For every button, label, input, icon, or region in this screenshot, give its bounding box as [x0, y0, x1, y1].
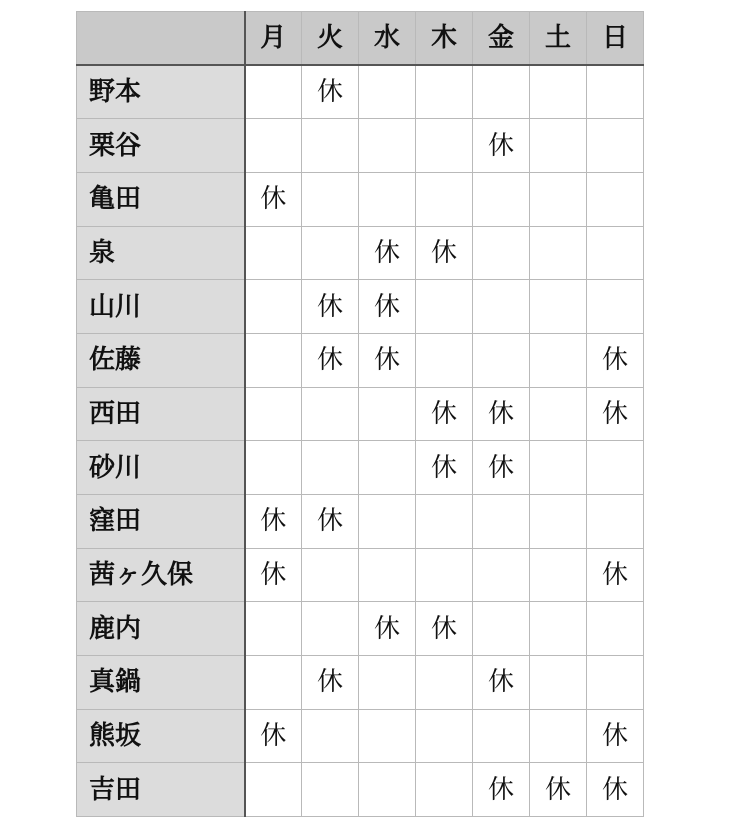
- schedule-cell: 休: [359, 602, 416, 656]
- schedule-cell: [245, 441, 302, 495]
- schedule-cell: [359, 656, 416, 710]
- schedule-cell: [416, 280, 473, 334]
- schedule-cell: [302, 548, 359, 602]
- employee-name: 砂川: [77, 441, 245, 495]
- schedule-cell: [473, 226, 530, 280]
- schedule-cell: [359, 548, 416, 602]
- schedule-cell: [245, 602, 302, 656]
- schedule-cell: 休: [587, 709, 644, 763]
- employee-name: 泉: [77, 226, 245, 280]
- schedule-cell: 休: [473, 387, 530, 441]
- schedule-cell: [473, 172, 530, 226]
- table-row: [77, 226, 644, 280]
- table-row: [77, 387, 644, 441]
- schedule-cell: [359, 387, 416, 441]
- schedule-cell: [473, 65, 530, 119]
- employee-name: 熊坂: [77, 709, 245, 763]
- schedule-cell: [473, 333, 530, 387]
- schedule-cell: [302, 441, 359, 495]
- schedule-cell: [302, 387, 359, 441]
- schedule-cell: [530, 172, 587, 226]
- schedule-cell: 休: [359, 280, 416, 334]
- schedule-cell: 休: [473, 119, 530, 173]
- schedule-cell: 休: [587, 548, 644, 602]
- employee-name: 吉田: [77, 763, 245, 817]
- day-header-mon: 月: [245, 12, 302, 66]
- schedule-cell: [416, 119, 473, 173]
- employee-name: 西田: [77, 387, 245, 441]
- schedule-cell: [302, 119, 359, 173]
- employee-name: 山川: [77, 280, 245, 334]
- schedule-cell: 休: [587, 763, 644, 817]
- schedule-cell: [416, 172, 473, 226]
- schedule-cell: 休: [245, 172, 302, 226]
- schedule-cell: [416, 709, 473, 763]
- employee-name: 茜ヶ久保: [77, 548, 245, 602]
- table-row: [77, 656, 644, 710]
- schedule-cell: [359, 495, 416, 549]
- table-row: [77, 333, 644, 387]
- schedule-cell: [587, 656, 644, 710]
- schedule-cell: 休: [416, 602, 473, 656]
- schedule-cell: [359, 65, 416, 119]
- schedule-cell: [245, 387, 302, 441]
- schedule-cell: [530, 226, 587, 280]
- schedule-cell: [530, 548, 587, 602]
- table-row: [77, 65, 644, 119]
- schedule-cell: [302, 602, 359, 656]
- schedule-cell: [530, 280, 587, 334]
- schedule-cell: [416, 656, 473, 710]
- schedule-cell: [359, 763, 416, 817]
- schedule-cell: 休: [587, 333, 644, 387]
- employee-name: 亀田: [77, 172, 245, 226]
- schedule-cell: [530, 602, 587, 656]
- schedule-cell: 休: [302, 333, 359, 387]
- schedule-cell: [245, 226, 302, 280]
- schedule-cell: [302, 709, 359, 763]
- employee-name: 佐藤: [77, 333, 245, 387]
- schedule-cell: 休: [302, 656, 359, 710]
- schedule-cell: [416, 548, 473, 602]
- table-row: [77, 602, 644, 656]
- day-header-sat: 土: [530, 12, 587, 66]
- schedule-cell: [530, 709, 587, 763]
- schedule-cell: 休: [416, 387, 473, 441]
- day-header-thu: 木: [416, 12, 473, 66]
- schedule-cell: 休: [416, 226, 473, 280]
- schedule-cell: 休: [530, 763, 587, 817]
- schedule-cell: [473, 602, 530, 656]
- table-row: [77, 495, 644, 549]
- schedule-cell: [530, 387, 587, 441]
- schedule-cell: [302, 763, 359, 817]
- schedule-cell: [473, 495, 530, 549]
- schedule-cell: 休: [359, 226, 416, 280]
- schedule-cell: [587, 441, 644, 495]
- header-row: [77, 12, 644, 66]
- schedule-cell: [359, 119, 416, 173]
- schedule-cell: [587, 602, 644, 656]
- schedule-cell: [587, 495, 644, 549]
- schedule-cell: [302, 226, 359, 280]
- schedule-cell: [473, 709, 530, 763]
- table-row: [77, 172, 644, 226]
- schedule-cell: [359, 172, 416, 226]
- schedule-cell: [416, 763, 473, 817]
- schedule-cell: [245, 280, 302, 334]
- schedule-cell: [245, 333, 302, 387]
- schedule-cell: 休: [302, 495, 359, 549]
- schedule-cell: [302, 172, 359, 226]
- schedule-cell: 休: [245, 548, 302, 602]
- schedule-cell: 休: [587, 387, 644, 441]
- schedule-cell: [587, 65, 644, 119]
- schedule-cell: 休: [473, 656, 530, 710]
- schedule-body: [77, 65, 644, 817]
- table-row: [77, 709, 644, 763]
- day-header-fri: 金: [473, 12, 530, 66]
- employee-name: 鹿内: [77, 602, 245, 656]
- corner-cell: [77, 12, 245, 66]
- table-row: [77, 280, 644, 334]
- schedule-cell: [473, 280, 530, 334]
- day-header-wed: 水: [359, 12, 416, 66]
- schedule-cell: [245, 65, 302, 119]
- schedule-cell: [359, 709, 416, 763]
- schedule-cell: 休: [359, 333, 416, 387]
- schedule-cell: [416, 495, 473, 549]
- schedule-cell: [245, 119, 302, 173]
- schedule-cell: [587, 119, 644, 173]
- table-row: [77, 441, 644, 495]
- schedule-cell: 休: [245, 709, 302, 763]
- schedule-cell: [587, 226, 644, 280]
- schedule-cell: 休: [416, 441, 473, 495]
- shift-schedule-table: [76, 11, 644, 817]
- day-header-sun: 日: [587, 12, 644, 66]
- schedule-cell: [359, 441, 416, 495]
- employee-name: 窪田: [77, 495, 245, 549]
- schedule-cell: [530, 441, 587, 495]
- schedule-cell: [530, 656, 587, 710]
- schedule-cell: [416, 333, 473, 387]
- schedule-cell: [530, 333, 587, 387]
- schedule-cell: [245, 763, 302, 817]
- schedule-cell: [587, 172, 644, 226]
- schedule-cell: 休: [245, 495, 302, 549]
- schedule-cell: [473, 548, 530, 602]
- schedule-cell: 休: [473, 441, 530, 495]
- schedule-cell: [245, 656, 302, 710]
- day-header-tue: 火: [302, 12, 359, 66]
- schedule-cell: [530, 65, 587, 119]
- schedule-cell: [530, 119, 587, 173]
- employee-name: 野本: [77, 65, 245, 119]
- table-row: [77, 548, 644, 602]
- schedule-cell: 休: [473, 763, 530, 817]
- employee-name: 真鍋: [77, 656, 245, 710]
- schedule-cell: [587, 280, 644, 334]
- table-row: [77, 119, 644, 173]
- employee-name: 栗谷: [77, 119, 245, 173]
- schedule-cell: 休: [302, 280, 359, 334]
- schedule-cell: 休: [302, 65, 359, 119]
- schedule-cell: [416, 65, 473, 119]
- table-row: [77, 763, 644, 817]
- schedule-cell: [530, 495, 587, 549]
